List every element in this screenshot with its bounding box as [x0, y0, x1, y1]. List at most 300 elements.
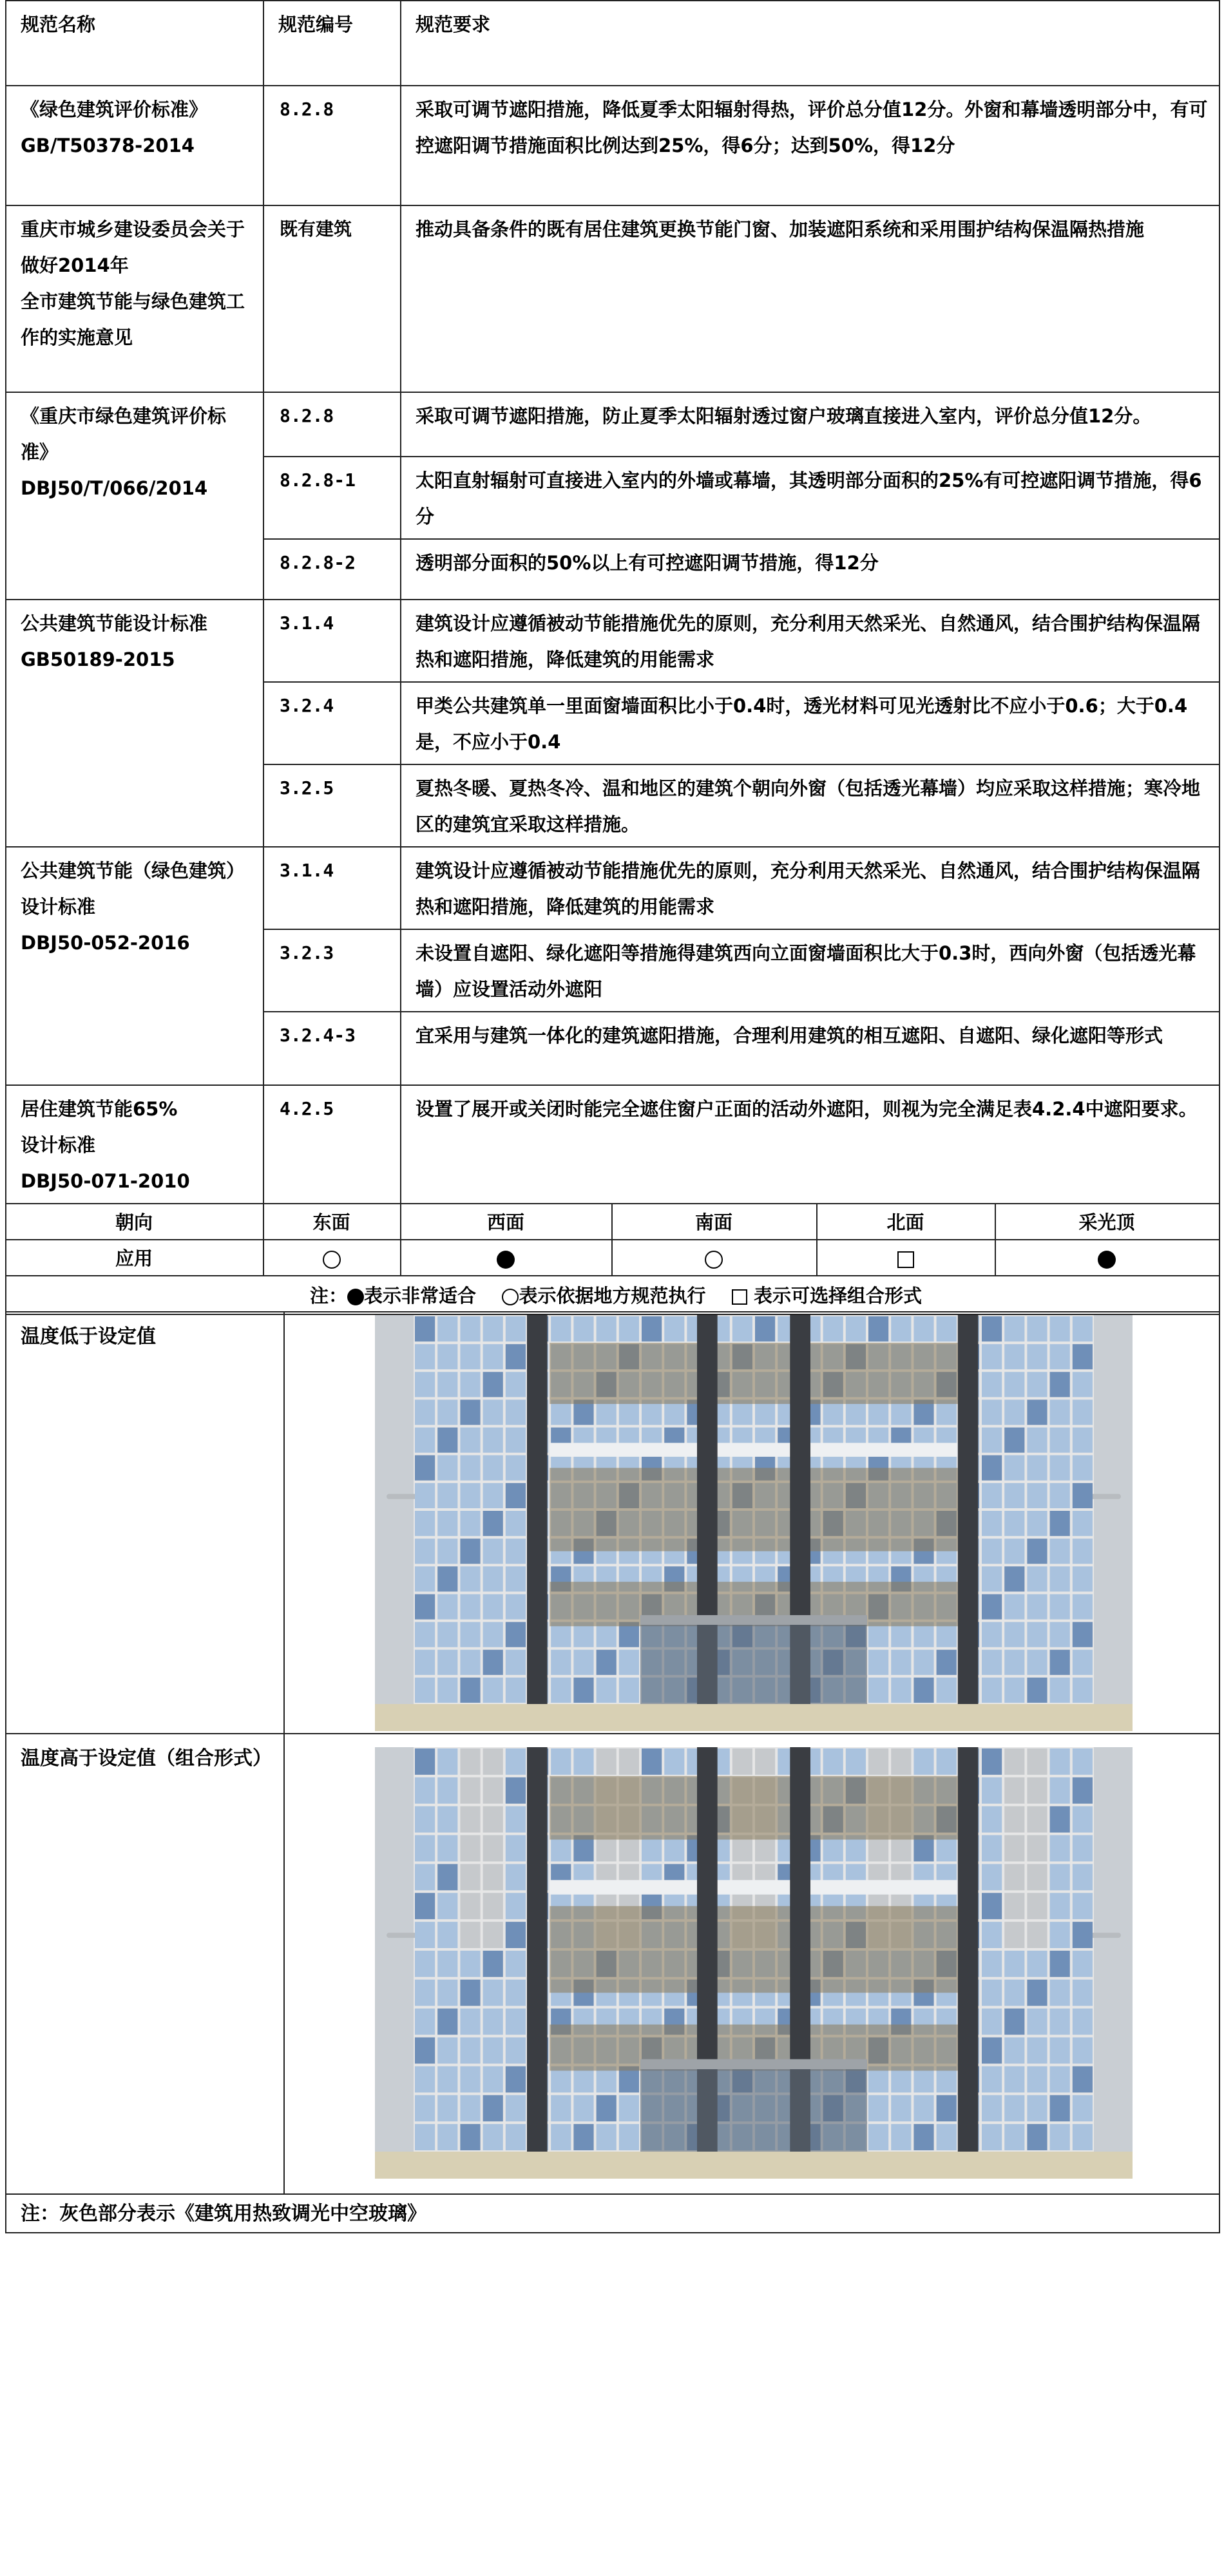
table-row — [6, 600, 1219, 682]
glass-pane — [1027, 2124, 1047, 2150]
glass-pane — [982, 1566, 1002, 1591]
glass-pane — [755, 1316, 775, 1341]
glass-pane — [597, 2124, 617, 2150]
glass-pane — [982, 1511, 1002, 1536]
glass-pane — [1073, 1864, 1093, 1890]
glass-pane — [551, 1316, 571, 1341]
glass-pane — [415, 1777, 435, 1804]
glass-pane — [483, 1594, 503, 1619]
glass-pane — [573, 2124, 593, 2150]
glass-pane — [483, 1566, 503, 1591]
glass-pane — [1050, 2038, 1070, 2064]
glass-pane — [1050, 1650, 1070, 1675]
glass-pane — [1027, 1864, 1047, 1890]
side-canopy — [1089, 1933, 1121, 1938]
structural-column — [527, 1315, 548, 1704]
glass-pane — [506, 1864, 526, 1890]
glass-pane — [1027, 1539, 1047, 1564]
glass-pane — [1004, 1594, 1024, 1619]
glass-pane — [415, 1650, 435, 1675]
glass-pane — [1050, 1622, 1070, 1647]
glass-pane — [1073, 1399, 1093, 1425]
glass-pane — [868, 1650, 888, 1675]
glass-pane — [460, 1777, 480, 1804]
glass-pane — [483, 1678, 503, 1703]
glass-pane — [1073, 1344, 1093, 1369]
legend — [6, 1276, 1219, 1314]
glass-pane — [1027, 1455, 1047, 1481]
structural-column — [958, 1315, 979, 1704]
interior-view — [550, 1343, 958, 1404]
glass-pane — [891, 1650, 911, 1675]
glass-pane — [1004, 1835, 1024, 1862]
glass-pane — [1027, 2038, 1047, 2064]
glass-pane — [483, 1835, 503, 1862]
standard-code: 3.2.5 — [263, 764, 401, 847]
glass-pane — [619, 1678, 639, 1703]
glass-pane — [483, 1980, 503, 2006]
glass-pane — [483, 1650, 503, 1675]
glass-pane — [437, 1980, 457, 2006]
glass-pane — [1050, 2124, 1070, 2150]
glass-pane — [1004, 1539, 1024, 1564]
glass-pane — [664, 1748, 684, 1775]
standard-requirement: 夏热冬暖、夏热冬冷、温和地区的建筑个朝向外窗（包括透光幕墙）均应采取这样措施；寒冷地区的建筑宜采取这样措施。 — [401, 764, 1219, 847]
glass-pane — [437, 1951, 457, 1977]
glass-pane — [460, 1483, 480, 1508]
glass-pane — [437, 1539, 457, 1564]
glass-pane — [460, 1566, 480, 1591]
glass-pane — [483, 1399, 503, 1425]
glass-pane — [868, 1316, 888, 1341]
glass-pane — [483, 1951, 503, 1977]
glass-pane — [1004, 1483, 1024, 1508]
glass-pane — [551, 1748, 571, 1775]
ground-strip — [375, 1704, 1133, 1731]
glass-pane — [460, 1806, 480, 1833]
standard-requirement: 设置了展开或关闭时能完全遮住窗户正面的活动外遮阳，则视为完全满足表4.2.4中遮阳要求。 — [401, 1085, 1219, 1204]
glass-pane — [483, 1539, 503, 1564]
glass-pane — [437, 2095, 457, 2121]
glass-pane — [1050, 1539, 1070, 1564]
glass-pane — [937, 1316, 957, 1341]
glass-pane — [437, 1622, 457, 1647]
glass-pane — [1004, 1622, 1024, 1647]
glass-pane — [415, 1835, 435, 1862]
header-standard-requirement: 规范要求 — [401, 1, 1219, 86]
glass-pane — [937, 2095, 957, 2121]
glass-pane — [573, 1748, 593, 1775]
table-row — [6, 86, 1219, 205]
glass-pane — [1050, 1748, 1070, 1775]
glass-pane — [437, 1455, 457, 1481]
glass-pane — [982, 1594, 1002, 1619]
glass-pane — [415, 1864, 435, 1890]
glass-pane — [460, 1951, 480, 1977]
glass-pane — [573, 1678, 593, 1703]
glass-pane — [1004, 1777, 1024, 1804]
glass-pane — [415, 1511, 435, 1536]
legend-hollow-text: 表示依据地方规范执行 — [519, 1285, 706, 1307]
glass-pane — [506, 2038, 526, 2064]
glass-pane — [483, 2038, 503, 2064]
glass-pane — [982, 1678, 1002, 1703]
glass-pane — [1073, 2095, 1093, 2121]
glass-pane — [642, 1748, 662, 1775]
application-row — [6, 1240, 1219, 1276]
glass-pane — [1027, 1678, 1047, 1703]
glass-pane — [415, 1316, 435, 1341]
glass-pane — [913, 1748, 933, 1775]
glass-pane — [415, 2038, 435, 2064]
glass-pane — [415, 1566, 435, 1591]
glass-pane — [483, 1511, 503, 1536]
glass-pane — [415, 2095, 435, 2121]
glass-pane — [982, 1951, 1002, 1977]
glass-pane — [597, 2095, 617, 2121]
structural-column — [527, 1747, 548, 2152]
glass-pane — [1073, 1622, 1093, 1647]
glass-pane — [483, 1372, 503, 1397]
glass-pane — [437, 1650, 457, 1675]
footnote: 注：灰色部分表示《建筑用热致调光中空玻璃》 — [6, 2194, 1219, 2233]
glass-pane — [415, 1922, 435, 1948]
glass-pane — [1050, 1835, 1070, 1862]
glass-pane — [437, 1594, 457, 1619]
glass-pane — [619, 1650, 639, 1675]
glass-pane — [868, 1748, 888, 1775]
glass-pane — [868, 2124, 888, 2150]
glass-pane — [619, 2124, 639, 2150]
glass-pane — [982, 1980, 1002, 2006]
glass-pane — [1050, 1806, 1070, 1833]
glass-pane — [506, 1980, 526, 2006]
glass-pane — [437, 1566, 457, 1591]
glass-pane — [1027, 1372, 1047, 1397]
application-label: 应用 — [6, 1240, 263, 1276]
glass-pane — [506, 1399, 526, 1425]
glass-pane — [982, 1806, 1002, 1833]
glass-pane — [437, 1922, 457, 1948]
glass-pane — [755, 1748, 775, 1775]
glass-pane — [1004, 1806, 1024, 1833]
square-icon — [732, 1289, 747, 1305]
glass-pane — [1073, 2124, 1093, 2150]
filled-circle-icon — [347, 1289, 364, 1305]
glass-pane — [982, 1483, 1002, 1508]
glass-pane — [1050, 2066, 1070, 2092]
glass-pane — [506, 1922, 526, 1948]
glass-pane — [437, 1344, 457, 1369]
glass-pane — [415, 1483, 435, 1508]
standard-requirement: 未设置自遮阳、绿化遮阳等措施得建筑西向立面窗墙面积比大于0.3时，西向外窗（包括透光幕墙）应设置活动外遮阳 — [401, 929, 1219, 1012]
glass-pane — [982, 1539, 1002, 1564]
glass-pane — [1073, 1748, 1093, 1775]
facade-elevation-low-temp — [375, 1315, 1133, 1731]
glass-pane — [982, 1316, 1002, 1341]
orientation-row — [6, 1204, 1219, 1240]
glass-pane — [460, 1399, 480, 1425]
glass-pane — [1073, 1835, 1093, 1862]
glass-pane — [1050, 1372, 1070, 1397]
glass-pane — [1050, 1511, 1070, 1536]
glass-pane — [437, 1864, 457, 1890]
glass-pane — [642, 1316, 662, 1341]
glass-pane — [415, 1594, 435, 1619]
entrance-doors — [640, 2069, 867, 2152]
glass-pane — [891, 1678, 911, 1703]
glass-pane — [460, 2124, 480, 2150]
glass-pane — [437, 1893, 457, 1919]
glass-pane — [1050, 2095, 1070, 2121]
glass-pane — [1004, 1455, 1024, 1481]
glass-pane — [437, 2066, 457, 2092]
glass-pane — [891, 2095, 911, 2121]
glass-pane — [913, 2095, 933, 2121]
glass-pane — [460, 1594, 480, 1619]
glass-pane — [1027, 1622, 1047, 1647]
glass-pane — [597, 1650, 617, 1675]
glass-pane — [1073, 1316, 1093, 1341]
glass-pane — [1004, 1980, 1024, 2006]
glass-pane — [619, 1748, 639, 1775]
ground-strip — [375, 2152, 1133, 2179]
glass-pane — [1073, 1893, 1093, 1919]
glass-pane — [415, 1980, 435, 2006]
glass-pane — [1004, 1566, 1024, 1591]
glass-pane — [1027, 1650, 1047, 1675]
glass-pane — [823, 1316, 843, 1341]
glass-pane — [460, 1748, 480, 1775]
glass-pane — [664, 1316, 684, 1341]
glass-pane — [506, 1594, 526, 1619]
standard-name: 公共建筑节能设计标准 GB50189-2015 — [6, 600, 263, 847]
glass-pane — [982, 2038, 1002, 2064]
glass-pane — [415, 2066, 435, 2092]
glass-pane — [1073, 1455, 1093, 1481]
glass-pane — [846, 1316, 866, 1341]
glass-pane — [1073, 1650, 1093, 1675]
glass-pane — [1073, 1980, 1093, 2006]
glass-pane — [1073, 1777, 1093, 1804]
glass-pane — [460, 1539, 480, 1564]
glass-pane — [506, 1344, 526, 1369]
glass-pane — [460, 1428, 480, 1453]
standard-code: 3.1.4 — [263, 600, 401, 682]
interior-view — [550, 1468, 958, 1551]
glass-pane — [913, 2124, 933, 2150]
table-header-row — [6, 1, 1219, 86]
glass-pane — [937, 1678, 957, 1703]
glass-pane — [1027, 1922, 1047, 1948]
glass-pane — [483, 1483, 503, 1508]
application-skylight-symbol — [1098, 1251, 1116, 1269]
table-row — [6, 392, 1219, 457]
glass-pane — [415, 1455, 435, 1481]
glass-pane — [437, 1483, 457, 1508]
glass-pane — [573, 1316, 593, 1341]
glass-pane — [506, 2009, 526, 2035]
standard-requirement: 采取可调节遮阳措施，防止夏季太阳辐射透过窗户玻璃直接进入室内，评价总分值12分。 — [401, 392, 1219, 457]
glass-pane — [1027, 1511, 1047, 1536]
glass-pane — [415, 1806, 435, 1833]
glass-pane — [460, 1511, 480, 1536]
orientation-east: 东面 — [263, 1204, 401, 1240]
interior-view — [550, 1776, 958, 1840]
glass-pane — [1050, 1864, 1070, 1890]
legend-filled-text: 表示非常适合 — [364, 1285, 477, 1307]
glass-pane — [982, 1428, 1002, 1453]
glass-pane — [483, 1455, 503, 1481]
glass-pane — [1050, 2009, 1070, 2035]
standard-code: 8.2.8 — [263, 392, 401, 457]
glass-pane — [1004, 2066, 1024, 2092]
glass-pane — [437, 1316, 457, 1341]
glass-pane — [1004, 1344, 1024, 1369]
header-standard-name: 规范名称 — [6, 1, 263, 86]
glass-pane — [483, 1622, 503, 1647]
legend-square-text: 表示可选择组合形式 — [753, 1285, 922, 1307]
glass-pane — [1050, 1344, 1070, 1369]
facade-figure-table — [5, 1311, 1220, 2233]
glass-pane — [982, 2095, 1002, 2121]
glass-pane — [506, 1777, 526, 1804]
glass-pane — [415, 1622, 435, 1647]
glass-pane — [823, 1748, 843, 1775]
glass-pane — [1027, 2066, 1047, 2092]
structural-column — [958, 1747, 979, 2152]
glass-pane — [732, 1316, 752, 1341]
glass-pane — [460, 1316, 480, 1341]
glass-pane — [1073, 1566, 1093, 1591]
glass-pane — [937, 1748, 957, 1775]
glass-pane — [982, 1650, 1002, 1675]
glass-pane — [551, 1678, 571, 1703]
glass-pane — [913, 1678, 933, 1703]
glass-pane — [460, 1344, 480, 1369]
glass-pane — [483, 1864, 503, 1890]
glass-pane — [982, 1835, 1002, 1862]
glass-pane — [1050, 1483, 1070, 1508]
glass-pane — [982, 1864, 1002, 1890]
glass-pane — [506, 1806, 526, 1833]
facade-elevation-high-temp — [375, 1747, 1133, 2179]
glass-pane — [1004, 1316, 1024, 1341]
glass-pane — [506, 1372, 526, 1397]
glass-pane — [437, 2124, 457, 2150]
glass-pane — [1073, 1951, 1093, 1977]
glass-pane — [437, 1748, 457, 1775]
glass-pane — [1050, 1951, 1070, 1977]
application-east-symbol — [323, 1251, 341, 1269]
glass-pane — [597, 1678, 617, 1703]
glass-pane — [483, 2095, 503, 2121]
glass-pane — [1004, 1650, 1024, 1675]
glass-pane — [415, 1372, 435, 1397]
standard-code: 8.2.8 — [263, 86, 401, 205]
glass-pane — [483, 1316, 503, 1341]
glass-pane — [1073, 2066, 1093, 2092]
glass-pane — [415, 1539, 435, 1564]
glass-pane — [460, 2095, 480, 2121]
glass-pane — [1027, 1566, 1047, 1591]
glass-pane — [506, 1455, 526, 1481]
glass-pane — [437, 1835, 457, 1862]
standard-requirement: 透明部分面积的50%以上有可控遮阳调节措施，得12分 — [401, 539, 1219, 600]
glass-pane — [551, 2124, 571, 2150]
standard-requirement: 宜采用与建筑一体化的建筑遮阳措施，合理利用建筑的相互遮阳、自遮阳、绿化遮阳等形式 — [401, 1012, 1219, 1085]
standard-requirement: 推动具备条件的既有居住建筑更换节能门窗、加装遮阳系统和采用围护结构保温隔热措施 — [401, 205, 1219, 392]
glass-pane — [415, 1748, 435, 1775]
table-row — [6, 205, 1219, 392]
glass-pane — [732, 1748, 752, 1775]
legend-row — [6, 1276, 1219, 1314]
glass-pane — [460, 1678, 480, 1703]
side-canopy — [387, 1494, 419, 1499]
glass-pane — [483, 1344, 503, 1369]
glass-pane — [483, 2066, 503, 2092]
glass-pane — [573, 2095, 593, 2121]
standard-code: 4.2.5 — [263, 1085, 401, 1204]
header-standard-code: 规范编号 — [263, 1, 401, 86]
glass-pane — [982, 1344, 1002, 1369]
figure-label-low: 温度低于设定值 — [6, 1312, 284, 1734]
glass-pane — [437, 1678, 457, 1703]
glass-pane — [982, 1748, 1002, 1775]
glass-pane — [1050, 1428, 1070, 1453]
glass-pane — [1027, 1806, 1047, 1833]
standard-code: 3.2.4-3 — [263, 1012, 401, 1085]
glass-pane — [1004, 1748, 1024, 1775]
standard-name: 《重庆市绿色建筑评价标准》 DBJ50/T/066/2014 — [6, 392, 263, 600]
glass-pane — [1050, 1922, 1070, 1948]
glass-pane — [483, 1428, 503, 1453]
spandrel-beam — [550, 1443, 958, 1457]
glass-pane — [460, 1835, 480, 1862]
glass-pane — [415, 2009, 435, 2035]
standard-name: 《绿色建筑评价标准》 GB/T50378-2014 — [6, 86, 263, 205]
glass-pane — [1027, 1483, 1047, 1508]
glass-pane — [619, 1316, 639, 1341]
glass-pane — [1050, 1678, 1070, 1703]
standard-code: 3.2.4 — [263, 682, 401, 764]
glass-pane — [415, 1678, 435, 1703]
glass-pane — [1027, 1316, 1047, 1341]
glass-pane — [437, 1372, 457, 1397]
glass-pane — [437, 1806, 457, 1833]
glass-pane — [483, 1922, 503, 1948]
side-canopy — [387, 1933, 419, 1938]
entrance-canopy — [640, 1615, 867, 1625]
glass-pane — [460, 1864, 480, 1890]
glass-pane — [437, 2038, 457, 2064]
glass-pane — [483, 1777, 503, 1804]
glass-pane — [506, 1316, 526, 1341]
glass-pane — [506, 1678, 526, 1703]
glass-pane — [982, 1622, 1002, 1647]
glass-pane — [1073, 1806, 1093, 1833]
glass-pane — [1050, 1893, 1070, 1919]
glass-pane — [937, 2124, 957, 2150]
glass-pane — [913, 1316, 933, 1341]
glass-pane — [1027, 1951, 1047, 1977]
glass-pane — [506, 1483, 526, 1508]
glass-pane — [1050, 1455, 1070, 1481]
glass-pane — [415, 2124, 435, 2150]
glass-pane — [1004, 1951, 1024, 1977]
glass-pane — [1004, 1678, 1024, 1703]
standard-code: 8.2.8-2 — [263, 539, 401, 600]
